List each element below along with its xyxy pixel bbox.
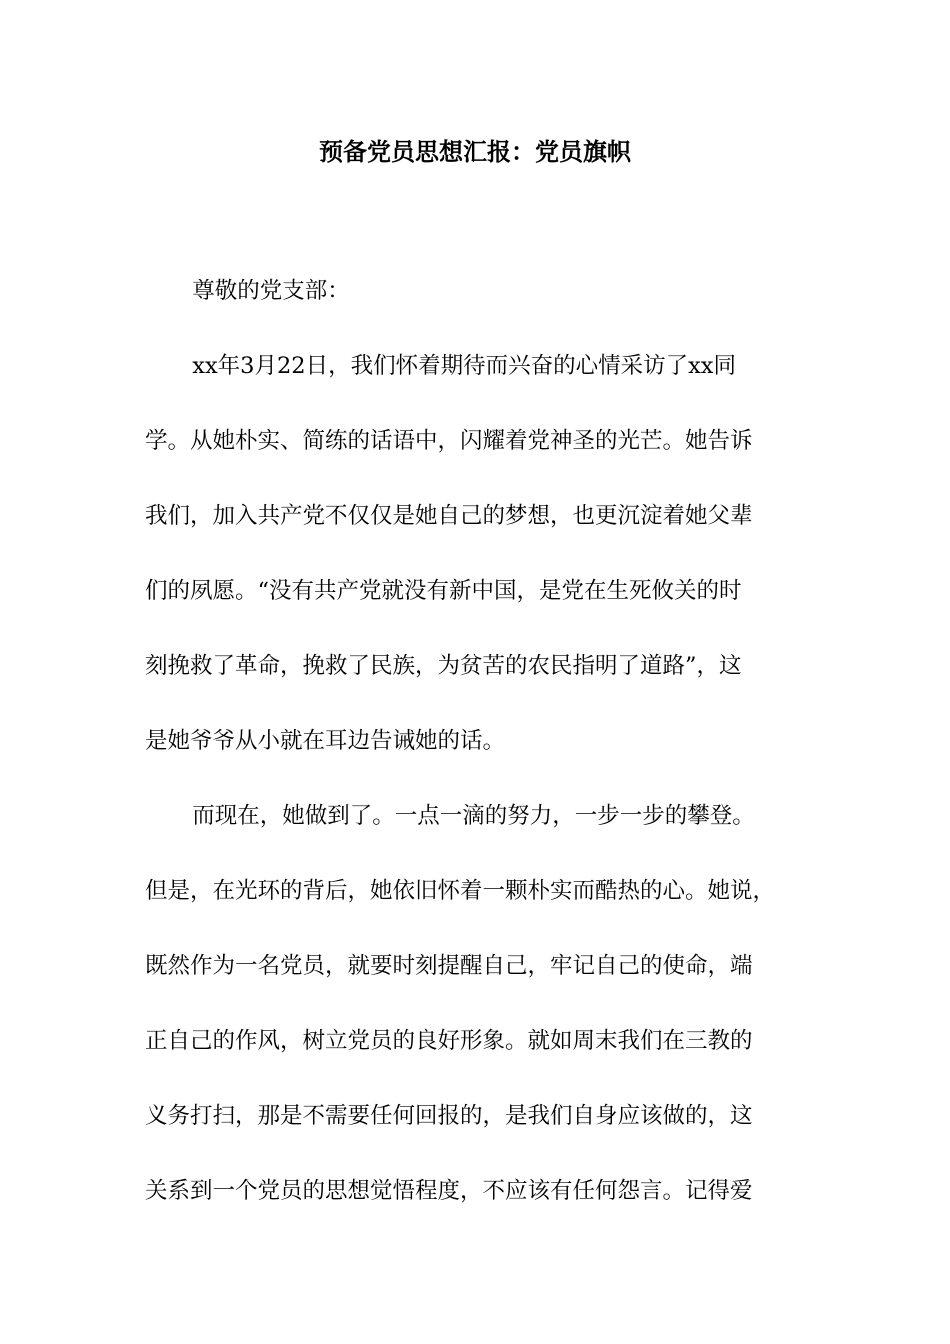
page-title: 预备党员思想汇报：党员旗帜 <box>319 138 631 166</box>
paragraph-2-line: 关系到一个党员的思想觉悟程度，不应该有任何怨言。记得爱 <box>145 1178 753 1204</box>
paragraph-1 <box>145 329 810 779</box>
paragraph-2 <box>145 779 810 1229</box>
paragraph-1-line: xx年3月22日，我们怀着期待而兴奋的心情采访了xx同 <box>192 353 736 379</box>
paragraph-2-line: 义务打扫，那是不需要任何回报的，是我们自身应该做的，这 <box>145 1103 753 1129</box>
paragraph-2-line: 正自己的作风，树立党员的良好形象。就如周末我们在三教的 <box>145 1028 753 1054</box>
paragraph-2-line: 既然作为一名党员，就要时刻提醒自己，牢记自己的使命，端 <box>145 953 753 979</box>
paragraph-1-line: 刻挽救了革命，挽救了民族，为贫苦的农民指明了道路”，这 <box>145 653 742 679</box>
paragraph-1-line: 是她爷爷从小就在耳边告诫她的话。 <box>145 728 506 754</box>
document-body <box>145 254 810 1229</box>
paragraph-2-line: 而现在，她做到了。一点一滴的努力，一步一步的攀登。 <box>192 803 755 829</box>
paragraph-1-line: 们的夙愿。“没有共产党就没有新中国，是党在生死攸关的时 <box>145 578 742 604</box>
paragraph-1-line: 我们，加入共产党不仅仅是她自己的梦想，也更沉淀着她父辈 <box>145 503 753 529</box>
salutation: 尊敬的党支部： <box>192 278 350 304</box>
paragraph-2-line: 但是，在光环的背后，她依旧怀着一颗朴实而酷热的心。她说， <box>145 878 776 904</box>
paragraph-1-line: 学。从她朴实、简练的话语中，闪耀着党神圣的光芒。她告诉 <box>145 428 753 454</box>
